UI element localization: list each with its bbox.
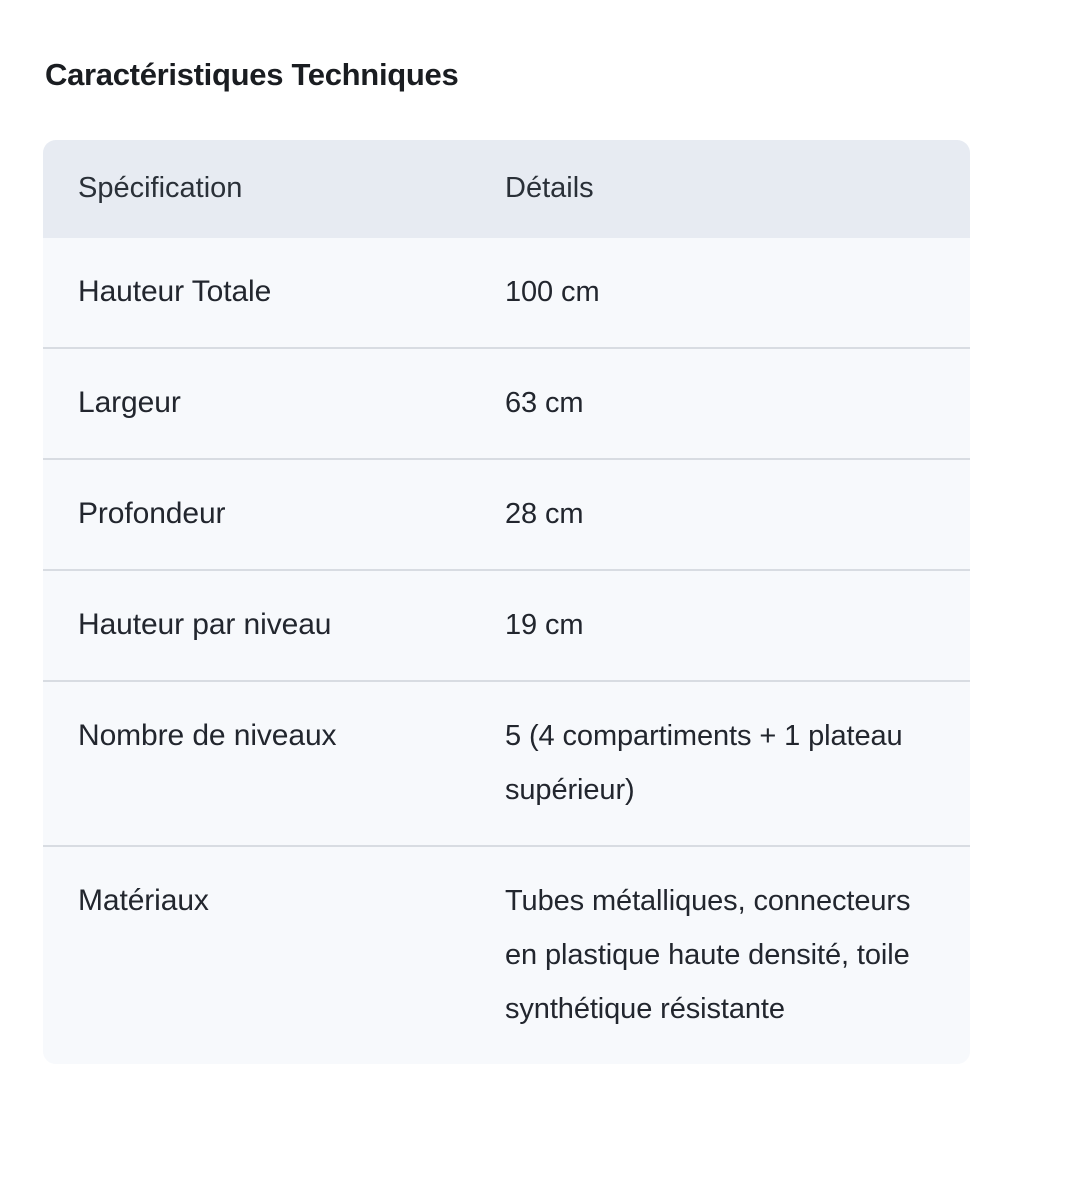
row-label: Hauteur par niveau bbox=[43, 570, 470, 681]
page-title: Caractéristiques Techniques bbox=[45, 56, 459, 92]
row-value: 5 (4 compartiments + 1 plateau supérieur) bbox=[470, 681, 970, 846]
row-label: Nombre de niveaux bbox=[43, 681, 470, 846]
row-value: 28 cm bbox=[470, 459, 970, 570]
table-row bbox=[43, 846, 970, 1064]
table-row bbox=[43, 459, 970, 570]
column-header-specification: Spécification bbox=[78, 172, 243, 204]
specifications-card bbox=[43, 140, 970, 1064]
table-row bbox=[43, 570, 970, 681]
table-body bbox=[43, 238, 970, 1064]
row-label: Hauteur Totale bbox=[78, 275, 272, 308]
row-value: 100 cm bbox=[505, 276, 600, 308]
row-label: Largeur bbox=[43, 348, 470, 459]
specifications-table bbox=[43, 140, 970, 1064]
column-header-details: Détails bbox=[505, 172, 594, 204]
table-header-row bbox=[43, 140, 970, 238]
row-value: Tubes métalliques, connecteurs en plastique haute densité, toile synthétique résistante bbox=[470, 846, 970, 1064]
row-value: 19 cm bbox=[470, 570, 970, 681]
table-row bbox=[43, 681, 970, 846]
table-row bbox=[43, 348, 970, 459]
row-label: Matériaux bbox=[43, 846, 470, 1064]
table-row bbox=[43, 238, 970, 348]
table-header bbox=[43, 140, 970, 238]
row-label: Profondeur bbox=[43, 459, 470, 570]
row-value: 63 cm bbox=[470, 348, 970, 459]
